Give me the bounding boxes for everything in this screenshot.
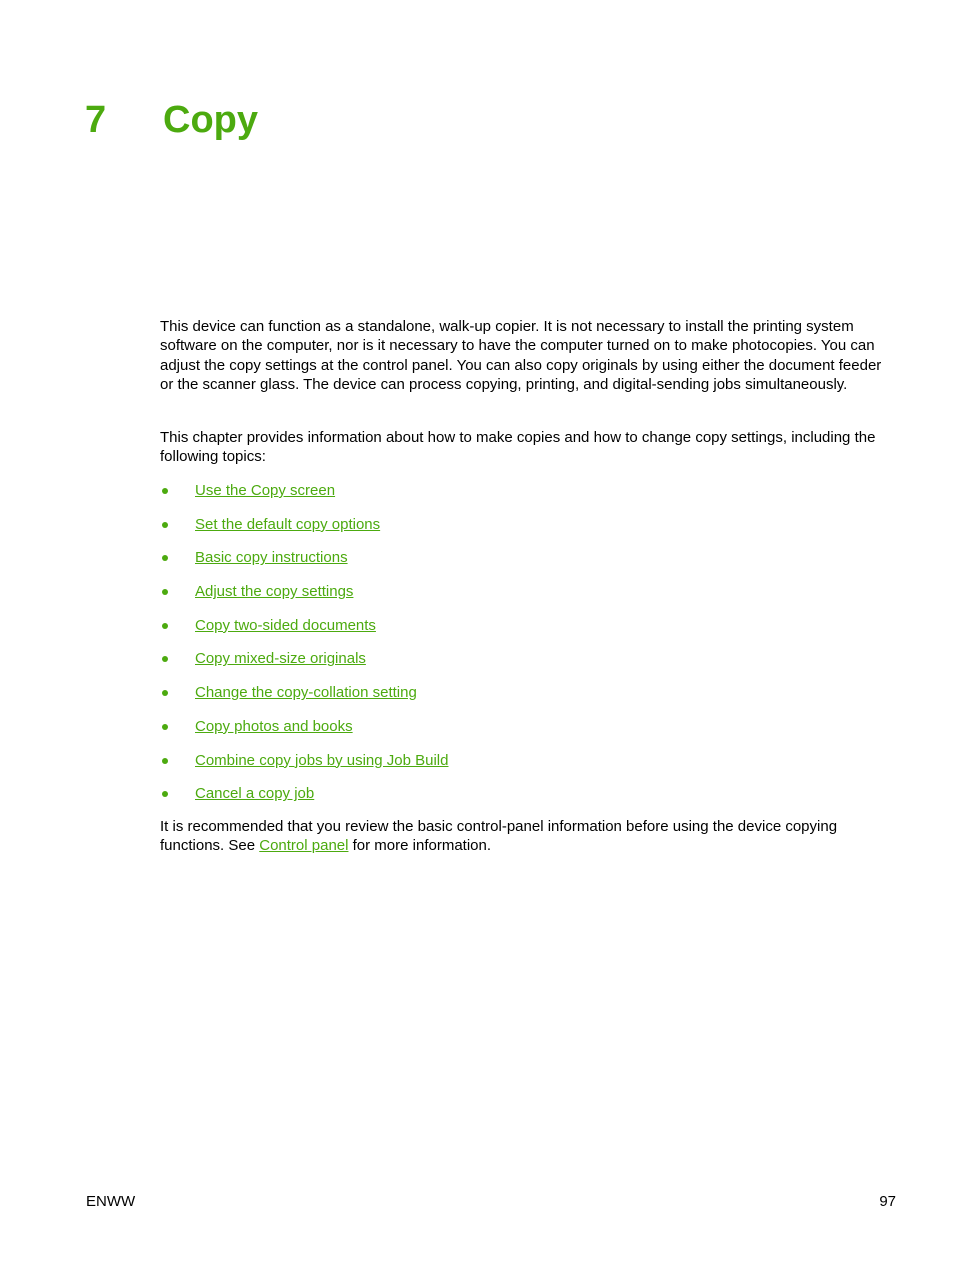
control-panel-link[interactable]: Control panel — [259, 837, 349, 855]
bullet-icon — [162, 656, 168, 662]
closing-text-before-link: It is recommended that you review the basic control-panel information before using the device copying functions. See — [160, 818, 838, 855]
bullet-icon — [162, 488, 168, 494]
topic-link-basic-copy-instructions[interactable]: Basic copy instructions — [195, 549, 348, 567]
bullet-icon — [162, 555, 168, 561]
intro-paragraph: This device can function as a standalone, walk-up copier. It is not necessary to install the printing system software on the computer, nor is it necessary to have the computer turned on to make photocopies. You can adjust the copy settings at the control panel. You can also copy originals by using either the document feeder or the scanner glass. The device can process copying, printing, and digital-sending jobs simultaneously. — [160, 318, 882, 393]
chapter-number: 7 — [85, 99, 107, 141]
chapter-title: Copy — [163, 99, 258, 141]
bullet-icon — [162, 623, 168, 629]
footer-label: ENWW — [86, 1193, 136, 1210]
bullet-icon — [162, 522, 168, 528]
closing-text-after-link: for more information. — [348, 837, 492, 855]
topic-link-copy-photos-books[interactable]: Copy photos and books — [195, 717, 353, 735]
topic-link-job-build[interactable]: Combine copy jobs by using Job Build — [195, 751, 449, 769]
topic-link-mixed-size-originals[interactable]: Copy mixed-size originals — [195, 650, 366, 668]
topic-link-use-copy-screen[interactable]: Use the Copy screen — [195, 482, 336, 499]
topic-link-adjust-copy-settings[interactable]: Adjust the copy settings — [195, 583, 354, 601]
page-number: 97 — [879, 1193, 896, 1210]
bullet-icon — [162, 690, 168, 696]
bullet-icon — [162, 724, 168, 730]
bullet-icon — [162, 589, 168, 595]
bullet-icon — [162, 791, 168, 797]
topic-link-default-copy-options[interactable]: Set the default copy options — [195, 515, 381, 533]
topics-intro-paragraph: This chapter provides information about how to make copies and how to change copy settings, including the following topics: — [160, 429, 876, 466]
topic-link-copy-collation-setting[interactable]: Change the copy-collation setting — [195, 684, 417, 702]
topic-link-cancel-copy-job[interactable]: Cancel a copy job — [195, 785, 315, 803]
closing-paragraph — [160, 817, 890, 856]
topic-link-two-sided-documents[interactable]: Copy two-sided documents — [195, 616, 376, 634]
bullet-icon — [162, 758, 168, 764]
